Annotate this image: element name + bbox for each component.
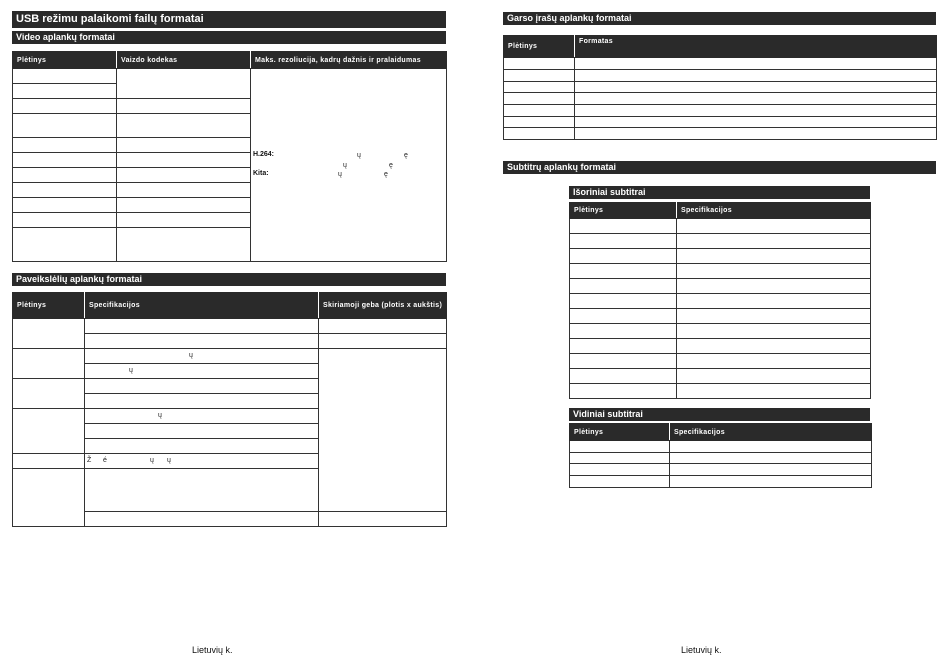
internal-header-specs: Specifikacijos	[670, 424, 872, 441]
internal-header-extension: Plėtinys	[570, 424, 670, 441]
table-cell	[85, 424, 319, 439]
table-cell	[504, 105, 575, 117]
table-cell	[504, 58, 575, 70]
table-cell	[117, 228, 251, 262]
table-cell	[670, 453, 872, 464]
table-cell	[575, 117, 937, 128]
table-cell	[117, 198, 251, 213]
video-format-table	[12, 51, 447, 262]
table-cell	[13, 69, 117, 84]
table-cell	[570, 453, 670, 464]
table-cell	[575, 128, 937, 140]
table-cell	[570, 464, 670, 476]
table-cell	[575, 82, 937, 93]
table-cell	[319, 319, 447, 334]
video-section-title: Video aplankų formatai	[12, 31, 446, 44]
table-cell	[677, 279, 871, 294]
table-cell	[570, 279, 677, 294]
glyph: Ž	[87, 457, 92, 464]
table-cell	[13, 138, 117, 153]
table-cell	[85, 454, 319, 469]
table-cell	[13, 228, 117, 262]
audio-header-extension: Plėtinys	[504, 36, 575, 58]
glyph: ę	[389, 162, 393, 169]
table-cell	[570, 384, 677, 399]
table-cell	[117, 153, 251, 168]
external-subtitles-title: Išoriniai subtitrai	[569, 186, 870, 199]
table-cell	[504, 117, 575, 128]
table-cell	[13, 454, 85, 469]
table-cell	[85, 379, 319, 394]
table-cell	[85, 439, 319, 454]
page-title: USB režimu palaikomi failų formatai	[12, 11, 446, 28]
external-header-specs: Specifikacijos	[677, 203, 871, 219]
table-cell	[85, 469, 319, 512]
table-cell	[570, 234, 677, 249]
video-header-codec: Vaizdo kodekas	[117, 52, 251, 69]
table-cell	[13, 319, 85, 349]
video-header-extension: Plėtinys	[13, 52, 117, 69]
kita-label: Kita:	[253, 170, 269, 177]
table-cell	[117, 168, 251, 183]
table-cell	[13, 153, 117, 168]
glyph: é	[103, 457, 107, 464]
table-cell	[85, 334, 319, 349]
table-cell	[670, 464, 872, 476]
table-cell	[677, 249, 871, 264]
table-cell	[570, 441, 670, 453]
table-cell	[677, 219, 871, 234]
table-cell	[117, 114, 251, 138]
internal-subtitles-title: Vidiniai subtitrai	[569, 408, 870, 421]
glyph: ų	[343, 162, 347, 169]
table-cell	[117, 69, 251, 99]
table-cell	[117, 138, 251, 153]
table-cell	[13, 213, 117, 228]
images-header-specs: Specifikacijos	[85, 293, 319, 319]
table-cell	[85, 409, 319, 424]
table-cell	[677, 369, 871, 384]
table-cell	[13, 349, 85, 379]
image-format-table	[12, 292, 447, 527]
table-cell	[13, 114, 117, 138]
table-cell	[570, 264, 677, 279]
audio-format-table	[503, 35, 937, 140]
table-cell	[13, 168, 117, 183]
table-cell	[570, 324, 677, 339]
table-cell	[575, 93, 937, 105]
table-cell	[117, 213, 251, 228]
table-cell	[85, 364, 319, 379]
table-cell	[319, 512, 447, 527]
external-header-extension: Plėtinys	[570, 203, 677, 219]
table-cell	[677, 324, 871, 339]
table-cell	[117, 99, 251, 114]
table-cell	[13, 183, 117, 198]
glyph: ę	[384, 171, 388, 178]
table-cell	[575, 58, 937, 70]
subtitles-section-title: Subtitrų aplankų formatai	[503, 161, 936, 174]
table-cell	[570, 219, 677, 234]
table-cell	[677, 309, 871, 324]
table-cell	[670, 476, 872, 488]
table-cell	[13, 379, 85, 409]
table-cell	[570, 294, 677, 309]
table-cell	[13, 198, 117, 213]
table-cell	[570, 354, 677, 369]
table-cell	[504, 128, 575, 140]
table-cell	[570, 249, 677, 264]
table-cell	[319, 349, 447, 512]
table-cell	[575, 70, 937, 82]
glyph: ę	[404, 152, 408, 159]
table-cell	[504, 93, 575, 105]
footer-language-left: Lietuvių k.	[192, 645, 233, 655]
table-cell	[85, 319, 319, 334]
images-header-resolution: Skiriamoji geba (plotis x aukštis)	[319, 293, 447, 319]
video-header-resolution: Maks. rezoliucija, kadrų dažnis ir pralaidumas	[251, 52, 447, 69]
table-cell	[677, 384, 871, 399]
h264-label: H.264:	[253, 151, 275, 158]
table-cell	[677, 354, 871, 369]
footer-language-right: Lietuvių k.	[681, 645, 722, 655]
table-cell	[85, 349, 319, 364]
table-cell	[13, 409, 85, 454]
table-cell	[670, 441, 872, 453]
audio-section-title: Garso įrašų aplankų formatai	[503, 12, 936, 25]
table-cell	[677, 264, 871, 279]
table-cell	[570, 476, 670, 488]
table-cell	[677, 234, 871, 249]
table-cell	[13, 469, 85, 527]
external-subtitles-table	[569, 202, 871, 399]
glyph: ų	[129, 367, 133, 374]
table-cell	[117, 183, 251, 198]
table-cell	[13, 99, 117, 114]
glyph: ų	[357, 152, 361, 159]
table-cell	[504, 70, 575, 82]
table-cell	[319, 334, 447, 349]
glyph: ų	[150, 457, 154, 464]
glyph: ų	[338, 171, 342, 178]
table-cell	[85, 394, 319, 409]
internal-subtitles-table	[569, 423, 872, 488]
table-cell	[677, 339, 871, 354]
video-resolution-cell	[251, 69, 447, 262]
table-cell	[570, 309, 677, 324]
table-cell	[504, 82, 575, 93]
table-cell	[13, 84, 117, 99]
images-section-title: Paveikslėlių aplankų formatai	[12, 273, 446, 286]
glyph: ų	[189, 352, 193, 359]
table-cell	[570, 369, 677, 384]
table-cell	[570, 339, 677, 354]
audio-header-format: Formatas	[575, 36, 937, 58]
glyph: ų	[167, 457, 171, 464]
glyph: ų	[158, 412, 162, 419]
table-cell	[677, 294, 871, 309]
table-cell	[85, 512, 319, 527]
images-header-extension: Plėtinys	[13, 293, 85, 319]
table-cell	[575, 105, 937, 117]
